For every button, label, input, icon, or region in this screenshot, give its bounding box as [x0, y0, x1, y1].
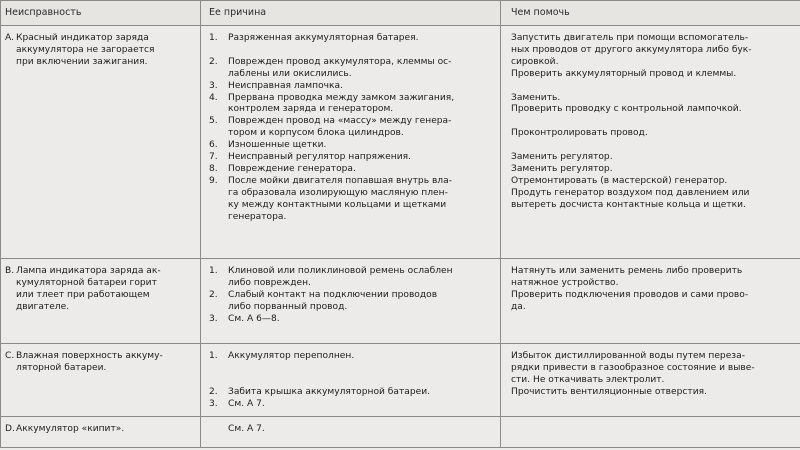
fault-letter: C. — [5, 351, 15, 361]
fault-letter: A. — [5, 33, 14, 43]
remedy-line: Проверить аккумуляторный провод и клеммы. — [511, 68, 737, 79]
cause-item: 3. См. А 6—8. — [209, 313, 280, 324]
remedy-cell — [501, 417, 800, 448]
remedy-line: Продуть генератор воздухом под давлением или — [511, 187, 750, 198]
cause-item: 7. Неисправный регулятор напряжения. — [209, 152, 411, 163]
remedy-line: Прочистить вентиляционные отверстия. — [511, 386, 707, 397]
table-header-row — [1, 1, 800, 26]
remedy-line: ных проводов от другого аккумулятора либо бук- — [511, 44, 752, 55]
remedy-line: Запустить двигатель при помощи вспомогатель- — [511, 33, 749, 43]
remedy-line: Заменить. — [511, 92, 561, 103]
header-cause: Ее причина — [201, 1, 501, 26]
remedy-line: Отремонтировать (в мастерской) генератор. — [511, 175, 728, 186]
remedy-cell — [501, 344, 800, 417]
fault-line: кумуляторной батареи горит — [16, 277, 157, 288]
remedy-line: Проверить проводку с контрольной лампочкой. — [511, 104, 742, 115]
table-row-b — [1, 259, 800, 344]
remedy-cell — [501, 26, 800, 259]
cause-item: 2. Забита крышка аккумуляторной батареи. — [209, 386, 431, 397]
cause-item: 9. После мойки двигателя попавшая внутрь вла- га образовала изолирующую масляную плен- ку между контактными кольцами и щетками генератора. — [209, 175, 452, 222]
fault-line: или тлеет при работающем — [16, 289, 150, 300]
cause-spacer — [209, 45, 496, 57]
cause-item: 6. Изношенные щетки. — [209, 140, 327, 151]
fault-line: аккумулятора не загорается — [16, 44, 155, 55]
fault-cell — [1, 259, 201, 344]
fault-line: ляторной батареи. — [16, 362, 107, 373]
cause-item: 1. Разряженная аккумуляторная батарея. — [209, 33, 419, 43]
remedy-line: Заменить регулятор. — [511, 163, 613, 174]
remedy-line: Проконтролировать провод. — [511, 128, 648, 139]
remedy-line: Натянуть или заменить ремень либо проверить — [511, 266, 743, 276]
remedy-spacer — [511, 140, 796, 152]
cause-item: 1. Клиновой или поликлиновой ремень ослаблен либо поврежден. — [209, 266, 453, 288]
fault-cell — [1, 26, 201, 259]
remedy-spacer — [511, 116, 796, 128]
remedy-line: Заменить регулятор. — [511, 152, 613, 163]
cause-item: 3. Неисправная лампочка. — [209, 80, 343, 91]
table-row-a — [1, 26, 800, 259]
cause-item: 2. Поврежден провод аккумулятора, клеммы ос- лаблены или окислились. — [209, 56, 452, 79]
fault-letter: D. — [5, 424, 15, 434]
remedy-spacer — [511, 81, 796, 93]
cause-item: 2. Слабый контакт на подключении проводов либо порванный провод. — [209, 289, 438, 312]
fault-line: Лампа индикатора заряда ак- — [16, 266, 161, 276]
table-body — [1, 26, 800, 448]
cause-cell — [201, 26, 501, 259]
remedy-line: сировкой. — [511, 56, 559, 67]
table-row-d — [1, 417, 800, 448]
remedy-cell — [501, 259, 800, 344]
fault-line: Красный индикатор заряда — [16, 33, 149, 43]
cause-item: 4. Прервана проводка между замком зажигания, контролем заряда и генератором. — [209, 92, 455, 115]
fault-cell — [1, 417, 201, 448]
header-remedy: Чем помочь — [501, 1, 800, 26]
fault-line: двигателе. — [16, 301, 70, 312]
cause-cell — [201, 417, 501, 448]
fault-cell — [1, 344, 201, 417]
cause-item: 1. Аккумулятор переполнен. — [209, 351, 355, 361]
cause-spacer — [209, 375, 496, 387]
remedy-line: натяжное устройство. — [511, 277, 619, 288]
remedy-line: Избыток дистиллированной воды путем переза- — [511, 351, 745, 361]
fault-line: при включении зажигания. — [16, 56, 148, 67]
cause-item: 3. См. А 7. — [209, 398, 265, 409]
header-fault: Неисправность — [1, 1, 201, 26]
remedy-line: Проверить подключения проводов и сами прово- — [511, 289, 749, 300]
remedy-line: да. — [511, 301, 526, 312]
table-row-c — [1, 344, 800, 417]
cause-spacer — [209, 363, 496, 375]
cause-line: См. А 7. — [228, 424, 265, 434]
cause-cell — [201, 259, 501, 344]
cause-item: 5. Поврежден провод на «массу» между генера- тором и корпусом блока цилиндров. — [209, 116, 452, 139]
fault-letter: B. — [5, 266, 15, 276]
remedy-line: вытереть досчиста контактные кольца и щетки. — [511, 199, 746, 210]
remedy-line: рядки привести в газообразное состояние и выве- — [511, 362, 755, 373]
cause-item: 8. Повреждение генератора. — [209, 163, 356, 174]
fault-line: Аккумулятор «кипит». — [16, 424, 125, 434]
remedy-line: сти. Не откачивать электролит. — [511, 374, 665, 385]
cause-cell — [201, 344, 501, 417]
fault-line: Влажная поверхность аккуму- — [16, 351, 163, 361]
